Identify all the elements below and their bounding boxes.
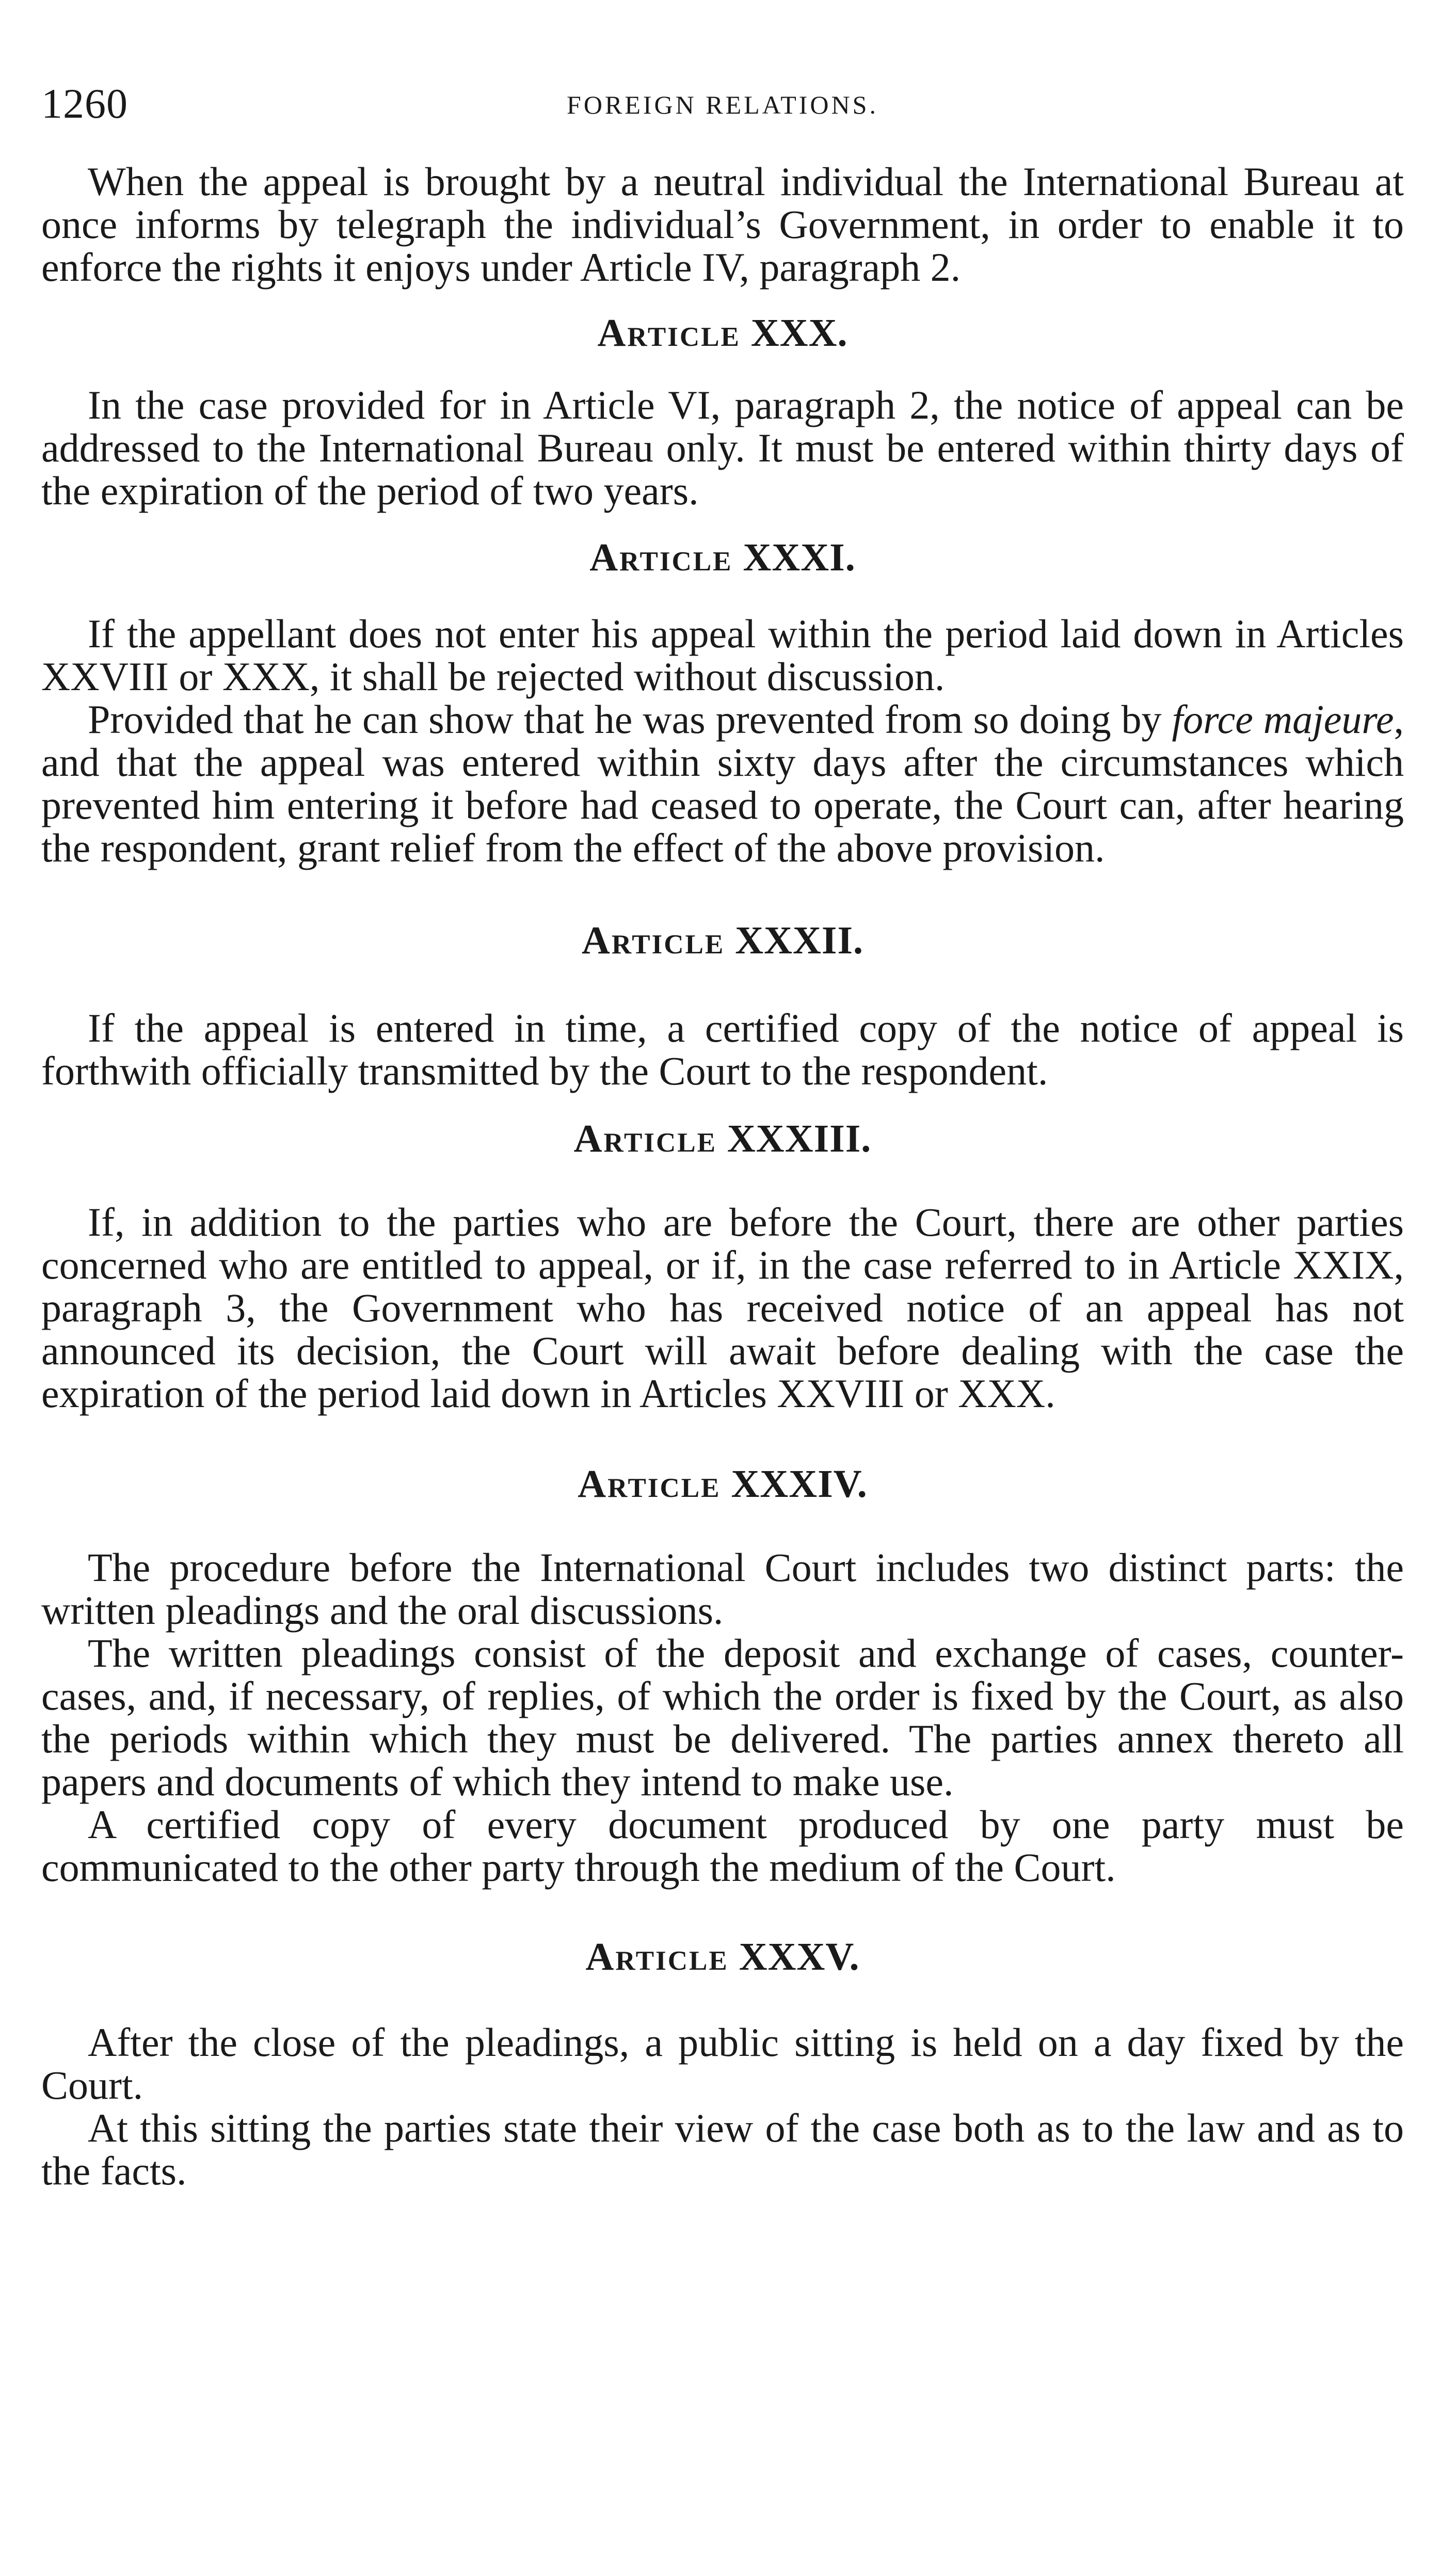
article-word: Article xyxy=(581,919,725,962)
article-xxxiii-heading xyxy=(41,1119,1404,1158)
article-word: Article xyxy=(597,311,741,355)
article-numeral: XXXIII. xyxy=(727,1117,872,1160)
article-xxxii-heading xyxy=(41,921,1404,960)
article-numeral: XXXI. xyxy=(743,536,856,579)
article-word: Article xyxy=(578,1462,721,1506)
article-xxx-heading xyxy=(41,313,1404,353)
proviso-text-before: Provided that he can show that he was prevented from so doing by xyxy=(88,697,1162,742)
running-title: FOREIGN RELATIONS. xyxy=(567,90,878,119)
article-xxxi-paragraph-1: If the appellant does not enter his appeal within the period laid down in Articles XXVIII or XXX, it shall be rejected without discussion. xyxy=(41,611,1404,699)
article-xxxiv-paragraph-1: The procedure before the International Court includes two distinct parts: the written pleadings and the oral discussions. xyxy=(41,1545,1404,1633)
article-word: Article xyxy=(589,536,733,579)
article-numeral: XXX. xyxy=(750,311,848,355)
article-xxxii-paragraph-1: If the appeal is entered in time, a certified copy of the notice of appeal is forthwith officially transmitted by the Court to the respondent. xyxy=(41,1005,1404,1093)
article-xxxv-paragraph-2: At this sitting the parties state their view of the case both as to the law and as to the facts. xyxy=(41,2105,1404,2193)
article-numeral: XXXV. xyxy=(739,1935,860,1978)
page-number: 1260 xyxy=(41,80,128,127)
running-header xyxy=(41,80,1404,139)
article-xxxi-proviso-paragraph xyxy=(41,698,1404,869)
article-xxxi-heading xyxy=(41,538,1404,577)
article-xxx-paragraph-1: In the case provided for in Article VI, paragraph 2, the notice of appeal can be addressed to the International Bureau only. It must be entered within thirty days of the expiration of the period of two years. xyxy=(41,382,1404,513)
proviso-text-after: , and that the appeal was entered within sixty days after the circumstances which prevented him entering it before had ceased to operate, the Court can, after hearing the respondent, grant relief from the effect of the above provision. xyxy=(41,697,1404,870)
document-page xyxy=(41,80,1404,2193)
article-numeral: XXXIV. xyxy=(731,1462,868,1506)
article-numeral: XXXII. xyxy=(735,919,864,962)
force-majeure-italic: force majeure xyxy=(1172,697,1394,742)
article-xxxiii-paragraph-1: If, in addition to the parties who are before the Court, there are other parties concerned who are entitled to appeal, or if, in the case referred to in Article XXIX, paragraph 3, the Government who has received notice of an appeal has not announced its decision, the Court will await before dealing with the case the expiration of the period laid down in Articles XXVIII or XXX. xyxy=(41,1200,1404,1416)
article-xxxv-heading xyxy=(41,1937,1404,1976)
article-word: Article xyxy=(573,1117,717,1160)
article-xxxiv-heading xyxy=(41,1464,1404,1504)
intro-paragraph: When the appeal is brought by a neutral individual the International Bureau at once informs by telegraph the individual’s Government, in order to enable it to enforce the rights it enjoys under Article IV, paragraph 2. xyxy=(41,159,1404,290)
article-xxxiv-paragraph-3: A certified copy of every document produced by one party must be communicated to the other party through the medium of the Court. xyxy=(41,1802,1404,1890)
article-xxxv-paragraph-1: After the close of the pleadings, a public sitting is held on a day fixed by the Court. xyxy=(41,2020,1404,2108)
article-word: Article xyxy=(585,1935,729,1978)
article-xxxiv-paragraph-2: The written pleadings consist of the deposit and exchange of cases, counter-cases, and, if necessary, of replies, of which the order is fixed by the Court, as also the periods within which they must be delivered. The parties annex thereto all papers and documents of which they intend to make use. xyxy=(41,1631,1404,1804)
